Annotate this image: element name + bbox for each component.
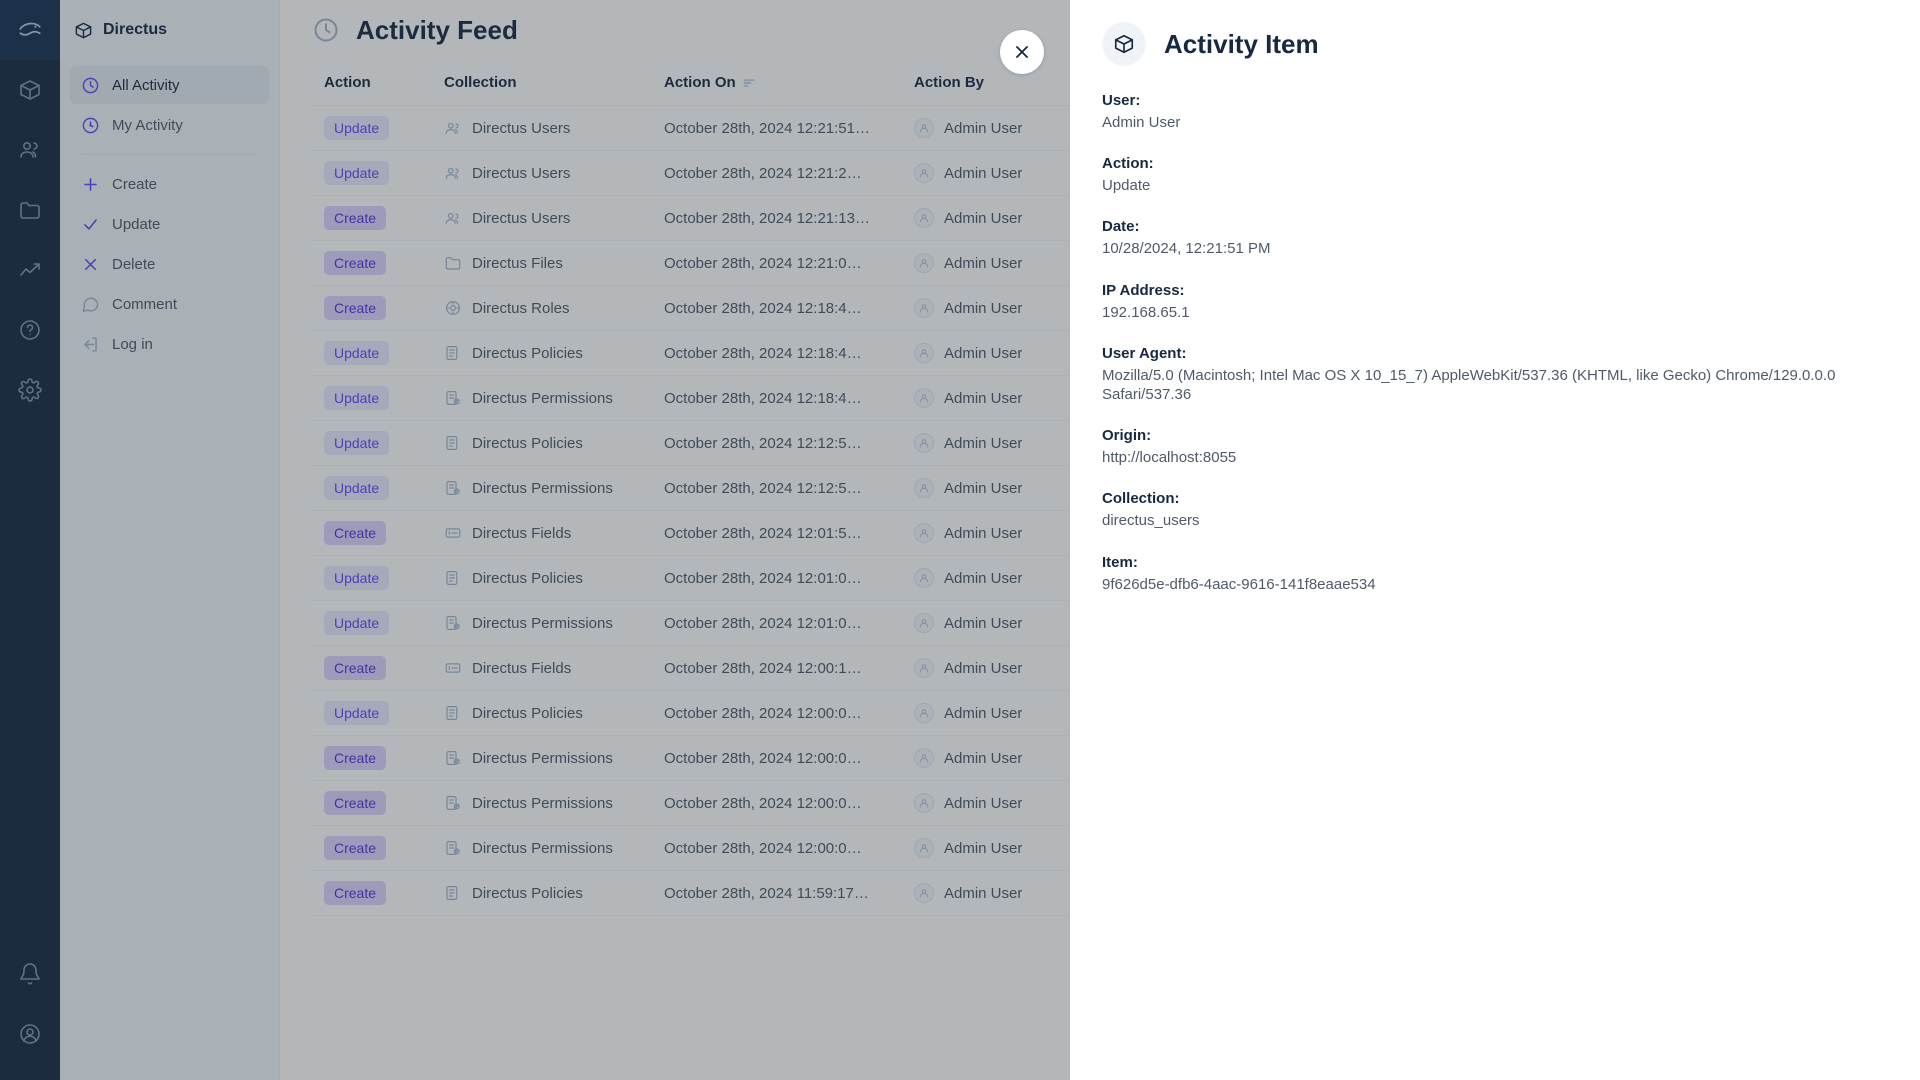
field-label: Action: bbox=[1102, 155, 1154, 173]
cell-action-on: October 28th, 2024 12:00:1… bbox=[652, 646, 902, 691]
cell-action-on: October 28th, 2024 12:00:0… bbox=[652, 736, 902, 781]
action-badge: Update bbox=[324, 431, 389, 455]
user-name: Admin User bbox=[944, 254, 1023, 272]
cell-action-on: October 28th, 2024 12:12:5… bbox=[652, 466, 902, 511]
collection-name: Directus Policies bbox=[472, 344, 583, 362]
collection-name: Directus Policies bbox=[472, 704, 583, 722]
field-value: 9f626d5e-dfb6-4aac-9616-141f8eaae534 bbox=[1102, 575, 1376, 593]
action-badge: Create bbox=[324, 746, 386, 770]
sidebar-filter-label: Update bbox=[112, 215, 161, 233]
collection-name: Directus Permissions bbox=[472, 479, 613, 497]
action-badge: Create bbox=[324, 656, 386, 680]
collection-name: Directus Permissions bbox=[472, 794, 613, 812]
collection-name: Directus Roles bbox=[472, 299, 570, 317]
action-badge: Create bbox=[324, 296, 386, 320]
field-value: Mozilla/5.0 (Macintosh; Intel Mac OS X 10_15_7) AppleWebKit/537.36 (KHTML, like Gecko) Chrome/129.0.0.0 Safari/537.36 bbox=[1102, 366, 1836, 403]
user-name: Admin User bbox=[944, 884, 1023, 902]
drawer-field bbox=[1102, 427, 1888, 467]
column-label: Action On bbox=[664, 74, 736, 91]
collection-name: Directus Fields bbox=[472, 659, 572, 677]
field-label: User: bbox=[1102, 92, 1141, 109]
cell-action-on: October 28th, 2024 12:12:5… bbox=[652, 421, 902, 466]
field-value: 192.168.65.1 bbox=[1102, 303, 1190, 321]
cell-action-on: October 28th, 2024 12:00:0… bbox=[652, 826, 902, 871]
action-badge: Create bbox=[324, 521, 386, 545]
sidebar-filter-label: Log in bbox=[112, 335, 153, 353]
action-badge: Update bbox=[324, 566, 389, 590]
field-label: User Agent: bbox=[1102, 344, 1187, 362]
cell-action-on: October 28th, 2024 12:18:4… bbox=[652, 376, 902, 421]
collection-name: Directus Users bbox=[472, 119, 571, 137]
activity-item-drawer bbox=[1070, 0, 1920, 1080]
cell-action-on: October 28th, 2024 12:21:13… bbox=[652, 196, 902, 241]
column-label: Action bbox=[324, 74, 371, 91]
drawer-title: Activity Item bbox=[1164, 28, 1319, 59]
field-value: Update bbox=[1102, 177, 1151, 195]
cell-action-on: October 28th, 2024 12:21:0… bbox=[652, 241, 902, 286]
drawer-field bbox=[1102, 282, 1888, 322]
field-label: Item: bbox=[1102, 553, 1138, 571]
column-label: Collection bbox=[444, 74, 517, 91]
user-name: Admin User bbox=[944, 614, 1023, 632]
sidebar-item-label: All Activity bbox=[112, 76, 180, 94]
user-name: Admin User bbox=[944, 299, 1023, 317]
collection-name: Directus Permissions bbox=[472, 389, 613, 407]
user-name: Admin User bbox=[944, 749, 1023, 767]
field-label: Date: bbox=[1102, 218, 1140, 236]
cell-action-on: October 28th, 2024 12:00:0… bbox=[652, 691, 902, 736]
drawer-field bbox=[1102, 345, 1888, 404]
user-name: Admin User bbox=[944, 659, 1023, 677]
drawer-field bbox=[1102, 92, 1888, 132]
user-name: Admin User bbox=[944, 164, 1023, 182]
box-icon bbox=[1102, 22, 1146, 66]
field-value: directus_users bbox=[1102, 512, 1200, 530]
cell-action-on: October 28th, 2024 12:18:4… bbox=[652, 331, 902, 376]
cell-action-on: October 28th, 2024 12:01:0… bbox=[652, 601, 902, 646]
sidebar-filter-label: Delete bbox=[112, 255, 156, 273]
cell-action-on: October 28th, 2024 12:00:0… bbox=[652, 781, 902, 826]
user-name: Admin User bbox=[944, 344, 1023, 362]
user-name: Admin User bbox=[944, 479, 1023, 497]
user-name: Admin User bbox=[944, 704, 1023, 722]
cell-action-on: October 28th, 2024 11:59:17… bbox=[652, 871, 902, 916]
field-label: IP Address: bbox=[1102, 281, 1185, 299]
action-badge: Create bbox=[324, 251, 386, 275]
collection-name: Directus Policies bbox=[472, 434, 583, 452]
field-label: Origin: bbox=[1102, 427, 1152, 445]
action-badge: Update bbox=[324, 341, 389, 365]
collection-name: Directus Policies bbox=[472, 569, 583, 587]
action-badge: Update bbox=[324, 116, 389, 140]
action-badge: Create bbox=[324, 881, 386, 905]
collection-name: Directus Policies bbox=[472, 884, 583, 902]
sidebar-filter-label: Comment bbox=[112, 295, 178, 313]
user-name: Admin User bbox=[944, 839, 1023, 857]
action-badge: Update bbox=[324, 161, 389, 185]
user-name: Admin User bbox=[944, 209, 1023, 227]
project-name: Directus bbox=[103, 21, 168, 38]
user-name: Admin User bbox=[944, 524, 1023, 542]
field-label: Collection: bbox=[1102, 490, 1180, 508]
cell-action-on: October 28th, 2024 12:21:2… bbox=[652, 151, 902, 196]
user-name: Admin User bbox=[944, 794, 1023, 812]
user-name: Admin User bbox=[944, 389, 1023, 407]
collection-name: Directus Permissions bbox=[472, 839, 613, 857]
field-value: http://localhost:8055 bbox=[1102, 449, 1237, 467]
action-badge: Create bbox=[324, 836, 386, 860]
collection-name: Directus Users bbox=[472, 209, 571, 227]
action-badge: Create bbox=[324, 206, 386, 230]
collection-name: Directus Fields bbox=[472, 524, 572, 542]
column-label: Action By bbox=[914, 74, 985, 91]
field-value: 10/28/2024, 12:21:51 PM bbox=[1102, 240, 1271, 258]
cell-action-on: October 28th, 2024 12:21:51… bbox=[652, 106, 902, 151]
action-badge: Update bbox=[324, 701, 389, 725]
collection-name: Directus Files bbox=[472, 254, 563, 272]
drawer-field bbox=[1102, 155, 1888, 195]
action-badge: Create bbox=[324, 791, 386, 815]
cell-action-on: October 28th, 2024 12:18:4… bbox=[652, 286, 902, 331]
drawer-field bbox=[1102, 218, 1888, 258]
action-badge: Update bbox=[324, 386, 389, 410]
sidebar-filter-label: Create bbox=[112, 175, 158, 193]
user-name: Admin User bbox=[944, 119, 1023, 137]
action-badge: Update bbox=[324, 611, 389, 635]
cell-action-on: October 28th, 2024 12:01:0… bbox=[652, 556, 902, 601]
drawer-header bbox=[1070, 0, 1920, 88]
cell-action-on: October 28th, 2024 12:01:5… bbox=[652, 511, 902, 556]
collection-name: Directus Permissions bbox=[472, 614, 613, 632]
user-name: Admin User bbox=[944, 569, 1023, 587]
drawer-fields bbox=[1070, 88, 1920, 657]
close-drawer-button[interactable] bbox=[1000, 30, 1044, 74]
collection-name: Directus Users bbox=[472, 164, 571, 182]
action-badge: Update bbox=[324, 476, 389, 500]
collection-name: Directus Permissions bbox=[472, 749, 613, 767]
page-title: Activity Feed bbox=[356, 14, 518, 45]
drawer-field bbox=[1102, 490, 1888, 530]
field-value: Admin User bbox=[1102, 114, 1181, 131]
drawer-field bbox=[1102, 554, 1888, 594]
user-name: Admin User bbox=[944, 434, 1023, 452]
sidebar-item-label: My Activity bbox=[112, 116, 183, 134]
